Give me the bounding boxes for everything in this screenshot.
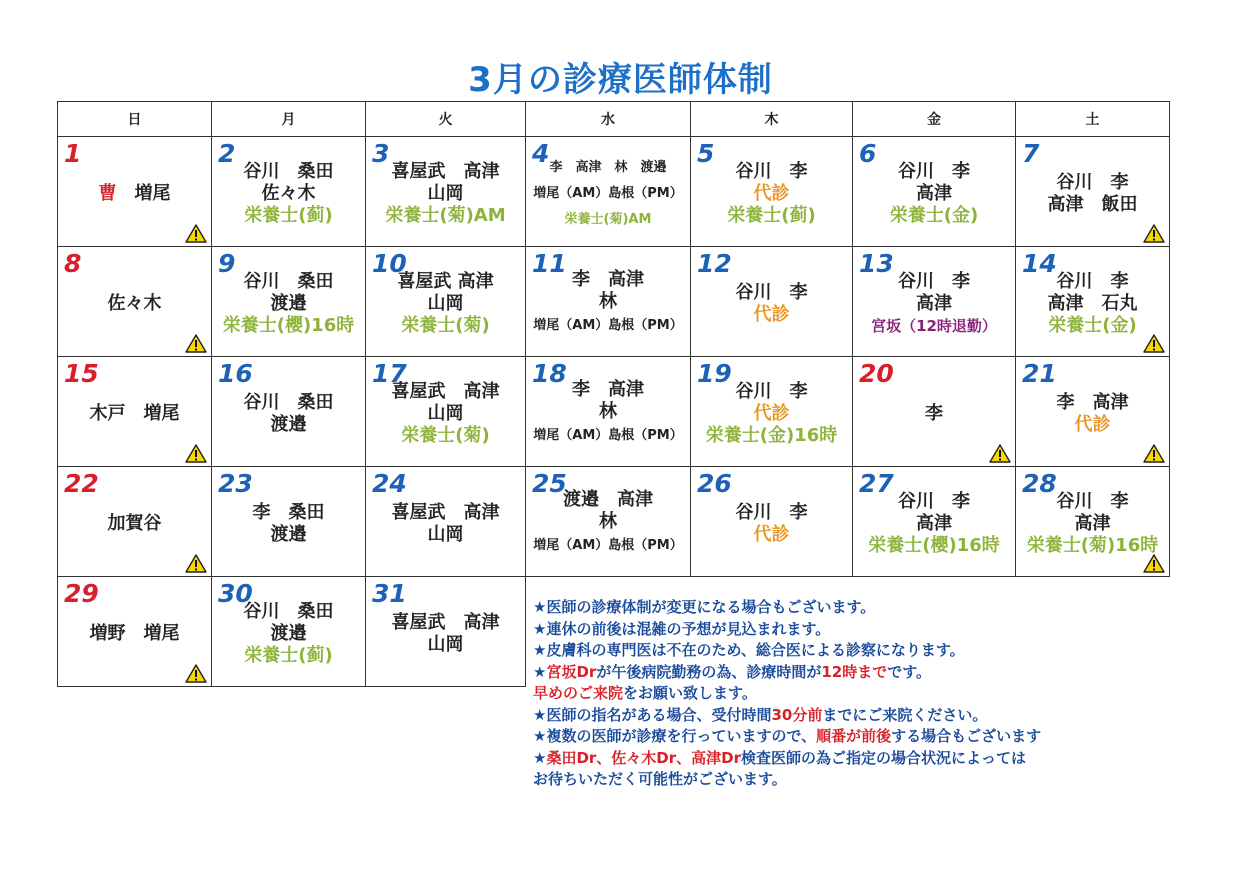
- notice-item: [533, 726, 1233, 748]
- calendar-day-cell: [853, 247, 1016, 357]
- doctor-line: 谷川 李: [898, 490, 970, 512]
- doctor-line: 高津 飯田: [1047, 193, 1138, 215]
- day-number: 30: [218, 579, 253, 608]
- doctor-line: 林: [599, 290, 617, 312]
- notice-item: [533, 619, 1233, 641]
- calendar-day-cell: [526, 137, 691, 247]
- doctor-line: 山岡: [427, 182, 464, 204]
- notice-item: [533, 705, 1233, 727]
- doctor-line: 渡邉 高津: [563, 488, 653, 510]
- day-number: 19: [697, 359, 732, 388]
- notice-text: ★連休の前後は混雑の予想が見込まれます。: [533, 619, 831, 638]
- doctor-line: 谷川 桑田: [243, 391, 334, 413]
- notice-text: ★: [533, 662, 547, 681]
- notice-text: までにご来院ください。: [822, 705, 988, 724]
- notice-highlight: 順番が前後: [816, 727, 892, 745]
- day-number: 8: [64, 249, 82, 278]
- notice-item: [533, 769, 1233, 791]
- weekday-wed: 水: [526, 102, 691, 137]
- notice-text: ★皮膚科の専門医は不在のため、総合医による診察になります。: [533, 641, 965, 659]
- notice-item: [533, 748, 1233, 770]
- calendar-day-cell: [853, 467, 1016, 577]
- doctor-line: 谷川 李: [1056, 270, 1129, 292]
- day-number: 22: [64, 469, 99, 498]
- day-number: 20: [859, 359, 894, 388]
- day-number: 16: [218, 359, 253, 388]
- notice-text: ★医師の指名がある場合、受付時間: [533, 705, 772, 724]
- doctor-line: 喜屋武 高津: [397, 270, 494, 292]
- doctor-line: 山岡: [427, 292, 464, 314]
- doctor-line: 佐々木: [107, 292, 162, 314]
- doctor-line: 増尾（AM）島根（PM）: [533, 185, 683, 201]
- notice-text: 検査医師の為ご指定の場合状況によっては: [741, 748, 1027, 767]
- notice-text: する場合もございます: [891, 727, 1042, 745]
- calendar-day-cell: [58, 247, 212, 357]
- calendar-day-cell: [366, 357, 526, 467]
- day-number: 13: [859, 249, 894, 278]
- day-number: 29: [64, 579, 99, 608]
- calendar-day-cell: [366, 467, 526, 577]
- calendar-day-cell: [1016, 247, 1170, 357]
- doctor-list: [853, 490, 1015, 556]
- doctor-name: 曹: [98, 182, 117, 204]
- substitute-line: 代診: [753, 523, 790, 545]
- doctor-line: 林: [599, 400, 617, 422]
- weekday-fri: 金: [853, 102, 1016, 137]
- notice-item: [533, 662, 1233, 684]
- doctor-list: [58, 383, 211, 444]
- notice-text: ★: [533, 748, 547, 767]
- weekday-tue: 火: [366, 102, 526, 137]
- notice-item: [533, 640, 1233, 662]
- calendar-day-cell: [212, 357, 366, 467]
- doctor-line: 谷川 李: [898, 270, 970, 292]
- day-number: 10: [372, 249, 407, 278]
- day-number: 2: [218, 139, 236, 168]
- doctor-list: [853, 160, 1015, 226]
- dietitian-line: 栄養士(蓟): [727, 204, 816, 226]
- doctor-line: 谷川 李: [735, 501, 808, 523]
- doctor-list: [58, 603, 211, 664]
- day-number: 7: [1022, 139, 1040, 168]
- day-number: 31: [372, 579, 407, 608]
- calendar-day-cell: [58, 137, 212, 247]
- doctor-line: 李 高津: [572, 268, 644, 290]
- warning-icon: [1143, 554, 1165, 573]
- notice-highlight: 早めのご来院: [533, 684, 624, 702]
- dietitian-line: 栄養士(蓟): [244, 644, 333, 666]
- dietitian-line: 栄養士(金)16時: [705, 424, 838, 446]
- doctor-line: 山岡: [427, 523, 464, 545]
- page-title: 3月の診療医師体制: [468, 60, 773, 100]
- dietitian-line: 栄養士(金): [1048, 314, 1137, 336]
- warning-icon: [1143, 334, 1165, 353]
- calendar-day-cell: [58, 467, 212, 577]
- doctor-line: 加賀谷: [107, 512, 162, 534]
- doctor-line: 谷川 桑田: [243, 160, 334, 182]
- day-number: 23: [218, 469, 253, 498]
- doctor-list: [366, 493, 525, 554]
- dietitian-line: 栄養士(菊)AM: [564, 211, 652, 227]
- day-number: 1: [64, 139, 82, 168]
- doctor-list: [366, 380, 525, 446]
- warning-icon: [1143, 444, 1165, 463]
- doctor-list: [691, 273, 852, 334]
- doctor-line: 高津 石丸: [1047, 292, 1138, 314]
- notice-highlight: 宮坂Dr: [546, 662, 597, 681]
- day-number: 6: [859, 139, 877, 168]
- calendar-day-cell: [526, 467, 691, 577]
- doctor-line: 渡邉: [270, 292, 307, 314]
- notice-list: [533, 597, 1233, 791]
- calendar-week-row: [58, 357, 1170, 467]
- doctor-line: 山岡: [427, 402, 464, 424]
- doctor-list: [691, 160, 852, 226]
- weekday-mon: 月: [212, 102, 366, 137]
- weekday-sun: 日: [58, 102, 212, 137]
- day-number: 11: [532, 249, 567, 278]
- warning-icon: [185, 664, 207, 683]
- calendar-day-cell: [853, 137, 1016, 247]
- notice-text: です。: [887, 662, 932, 681]
- notice-text: ★複数の医師が診療を行っていますので、: [533, 727, 817, 745]
- doctor-line: 渡邉: [270, 523, 307, 545]
- doctor-line: [99, 183, 171, 205]
- doctor-list: [212, 600, 365, 666]
- calendar-week-row: [58, 467, 1170, 577]
- weekday-thu: 木: [691, 102, 853, 137]
- warning-icon: [185, 334, 207, 353]
- day-number: 3: [372, 139, 390, 168]
- day-number: 17: [372, 359, 407, 388]
- calendar-week-row: [58, 137, 1170, 247]
- note-line: 宮坂（12時退勤）: [871, 316, 997, 335]
- calendar-day-cell: [526, 247, 691, 357]
- doctor-line: 喜屋武 高津: [391, 380, 500, 402]
- day-number: 12: [697, 249, 732, 278]
- doctor-list: [526, 378, 690, 444]
- dietitian-line: 栄養士(金): [889, 204, 979, 226]
- dietitian-line: 栄養士(菊)AM: [385, 204, 506, 226]
- calendar-day-cell: [366, 577, 526, 687]
- substitute-line: 代診: [1074, 413, 1111, 435]
- warning-icon: [185, 554, 207, 573]
- calendar-day-cell: [1016, 137, 1170, 247]
- dietitian-line: 栄養士(菊): [401, 314, 490, 336]
- doctor-line: 山岡: [427, 633, 464, 655]
- day-number: 15: [64, 359, 99, 388]
- day-number: 24: [372, 469, 407, 498]
- day-number: 9: [218, 249, 236, 278]
- doctor-line: 高津: [916, 512, 952, 534]
- calendar-day-cell: [366, 137, 526, 247]
- doctor-line: 谷川 李: [735, 380, 808, 402]
- notice-text: をお願い致します。: [623, 684, 757, 702]
- day-number: 18: [532, 359, 567, 388]
- doctor-line: 高津: [916, 292, 952, 314]
- doctor-list: [526, 488, 690, 554]
- substitute-line: 代診: [753, 402, 790, 424]
- calendar-week-row: [58, 247, 1170, 357]
- notice-highlight: 桑田Dr、佐々木Dr、高津Dr: [546, 748, 741, 767]
- doctor-line: 喜屋武 高津: [391, 611, 500, 633]
- doctor-line: 木戸 増尾: [89, 402, 180, 424]
- doctor-list: [526, 159, 690, 227]
- warning-icon: [185, 444, 207, 463]
- doctor-line: 李 桑田: [252, 501, 325, 523]
- dietitian-line: 栄養士(櫻)16時: [868, 534, 1000, 556]
- doctor-list: [691, 380, 852, 446]
- calendar-day-cell: [1016, 467, 1170, 577]
- notice-highlight: 30分前: [771, 705, 823, 724]
- doctor-line: 谷川 李: [1056, 171, 1129, 193]
- notice-text: お待ちいただく可能性がございます。: [533, 770, 787, 788]
- calendar-day-cell: [853, 357, 1016, 467]
- dietitian-line: 栄養士(菊)16時: [1026, 534, 1159, 556]
- calendar-day-cell: [366, 247, 526, 357]
- doctor-line: 増尾（AM）島根（PM）: [533, 537, 683, 553]
- doctor-line: 喜屋武 高津: [391, 501, 500, 523]
- dietitian-line: 栄養士(櫻)16時: [222, 314, 355, 336]
- doctor-line: 谷川 桑田: [243, 270, 334, 292]
- notice-item: [533, 683, 1233, 705]
- day-number: 25: [532, 469, 567, 498]
- doctor-line: 李 高津 林 渡邉: [549, 159, 667, 175]
- warning-icon: [1143, 224, 1165, 243]
- doctor-list: [366, 603, 525, 664]
- notice-item: [533, 597, 1233, 619]
- doctor-line: 佐々木: [261, 182, 316, 204]
- doctor-line: 李 高津: [1056, 391, 1129, 413]
- notice-text: ★医師の診療体制が変更になる場合もございます。: [533, 598, 876, 616]
- doctor-line: 渡邉: [270, 622, 307, 644]
- doctor-list: [212, 493, 365, 554]
- doctor-list: [212, 160, 365, 226]
- doctor-list: [853, 383, 1015, 444]
- doctor-line: 谷川 李: [898, 160, 970, 182]
- dietitian-line: 栄養士(菊): [401, 424, 490, 446]
- calendar-day-cell: [58, 357, 212, 467]
- doctor-line: 増尾（AM）島根（PM）: [533, 427, 683, 443]
- doctor-line: 増野 増尾: [89, 622, 180, 644]
- calendar-day-cell: [212, 137, 366, 247]
- doctor-line: 渡邉: [270, 413, 307, 435]
- calendar-day-cell: [212, 467, 366, 577]
- calendar-day-cell: [58, 577, 212, 687]
- doctor-line: 谷川 李: [735, 160, 808, 182]
- doctor-line: 増尾（AM）島根（PM）: [533, 317, 683, 333]
- day-number: 26: [697, 469, 732, 498]
- doctor-list: [1016, 490, 1169, 556]
- doctor-line: 高津: [1074, 512, 1111, 534]
- day-number: 21: [1022, 359, 1057, 388]
- doctor-list: [853, 270, 1015, 335]
- day-number: 5: [697, 139, 715, 168]
- doctor-line: 高津: [916, 182, 952, 204]
- warning-icon: [185, 224, 207, 243]
- calendar-day-cell: [1016, 357, 1170, 467]
- calendar-day-cell: [212, 247, 366, 357]
- calendar-day-cell: [526, 357, 691, 467]
- doctor-line: 喜屋武 高津: [391, 160, 500, 182]
- day-number: 14: [1022, 249, 1057, 278]
- calendar-day-cell: [691, 137, 853, 247]
- substitute-line: 代診: [753, 303, 790, 325]
- doctor-list: [1016, 383, 1169, 444]
- doctor-line: 李 高津: [572, 378, 644, 400]
- doctor-list: [526, 268, 690, 334]
- doctor-line: 谷川 桑田: [243, 600, 334, 622]
- doctor-list: [212, 383, 365, 444]
- doctor-list: [1016, 270, 1169, 336]
- weekday-header-row: [58, 102, 1170, 137]
- notice-highlight: 12時まで: [821, 662, 888, 681]
- doctor-line: 李: [925, 402, 943, 424]
- doctor-line: 林: [599, 510, 617, 532]
- notice-text: が午後病院勤務の為、診療時間が: [596, 662, 822, 681]
- doctor-list: [1016, 163, 1169, 224]
- doctor-line: 谷川 李: [735, 281, 808, 303]
- calendar-day-cell: [691, 357, 853, 467]
- substitute-line: 代診: [753, 182, 790, 204]
- doctor-list: [366, 160, 525, 226]
- doctor-line: 谷川 李: [1056, 490, 1129, 512]
- dietitian-line: 栄養士(蓟): [244, 204, 333, 226]
- doctor-list: [58, 273, 211, 334]
- doctor-list: [691, 493, 852, 554]
- day-number: 28: [1022, 469, 1057, 498]
- day-number: 4: [532, 139, 550, 168]
- calendar-day-cell: [691, 247, 853, 357]
- doctor-list: [58, 163, 211, 224]
- doctor-list: [58, 493, 211, 554]
- warning-icon: [989, 444, 1011, 463]
- doctor-name: 増尾: [116, 182, 171, 204]
- weekday-sat: 土: [1016, 102, 1170, 137]
- day-number: 27: [859, 469, 894, 498]
- doctor-list: [212, 270, 365, 336]
- calendar-day-cell: [212, 577, 366, 687]
- calendar-day-cell: [691, 467, 853, 577]
- doctor-list: [366, 270, 525, 336]
